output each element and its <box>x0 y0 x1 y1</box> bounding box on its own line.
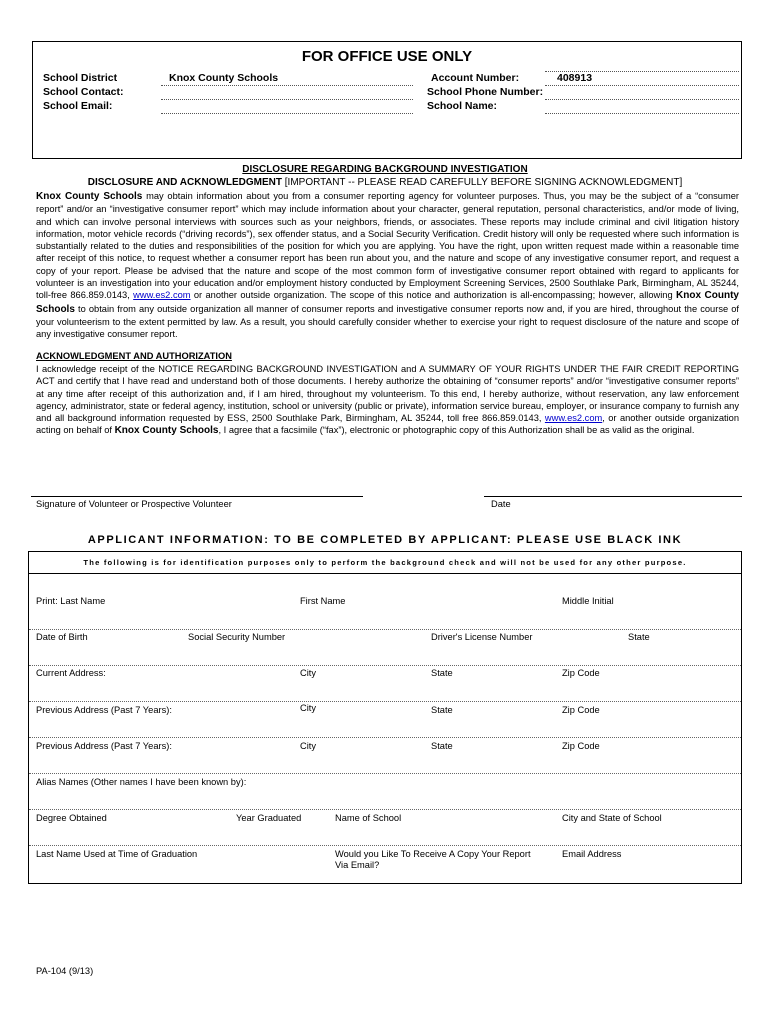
first-name-label: First Name <box>300 596 346 606</box>
current-zip-label: Zip Code <box>562 668 600 678</box>
office-use-title: FOR OFFICE USE ONLY <box>301 48 473 65</box>
applicant-note-divider <box>29 573 741 574</box>
acknowledgment-paragraph <box>36 363 739 438</box>
name-row-field[interactable] <box>29 629 741 630</box>
alias-names-label: Alias Names (Other names I have been known by): <box>36 777 247 787</box>
school-email-label: School Email: <box>43 100 113 112</box>
ack-org-name: Knox County Schools <box>114 425 219 437</box>
account-number-label: Account Number: <box>431 72 520 84</box>
previous-city-label-2: City <box>300 741 317 751</box>
current-address-label: Current Address: <box>36 668 106 678</box>
previous-state-label-2: State <box>431 741 453 751</box>
current-city-label: City <box>300 668 317 678</box>
applicant-info-note: The following is for identification purposes only to perform the background check and will not be used for any other purpose. <box>83 558 687 567</box>
school-email-field[interactable] <box>161 113 413 114</box>
school-contact-field[interactable] <box>161 99 413 100</box>
previous-zip-label-1: Zip Code <box>562 705 600 715</box>
city-state-school-label: City and State of School <box>562 813 662 823</box>
id-row-field[interactable] <box>29 665 741 666</box>
dob-label: Date of Birth <box>36 632 88 642</box>
previous-state-label-1: State <box>431 705 453 715</box>
school-district-value: Knox County Schools <box>169 72 279 84</box>
disclosure-title: DISCLOSURE REGARDING BACKGROUND INVESTIGATION <box>242 164 528 175</box>
applicant-info-title: APPLICANT INFORMATION: TO BE COMPLETED BY APPLICANT: PLEASE USE BLACK INK <box>87 534 683 546</box>
ack-text-2: , or another outside organization acting on behalf of <box>36 413 739 436</box>
signature-field[interactable] <box>31 496 363 497</box>
disclosure-subtitle <box>0 177 770 188</box>
signature-date-label: Date <box>491 499 511 509</box>
disclosure-subtitle-bold: DISCLOSURE AND ACKNOWLEDGMENT <box>87 177 282 188</box>
email-address-label: Email Address <box>562 849 622 859</box>
account-number-line <box>545 85 739 86</box>
signature-label: Signature of Volunteer or Prospective Volunteer <box>36 499 232 509</box>
ack-es2-link[interactable]: www.es2.com <box>544 413 603 424</box>
disclosure-text-3: to obtain from any outside organization all manner of consumer reports and investigative consumer reports now and, if you are hired, throughout the course of your volunteerism to the extent permitted by law. As a result, you should carefully consider whether to exercise your right to request disclosure of the nature and scope of any investigative consumer report. <box>36 303 739 340</box>
form-id: PA-104 (9/13) <box>36 966 94 976</box>
es2-link[interactable]: www.es2.com <box>133 290 191 301</box>
previous-address-label-1: Previous Address (Past 7 Years): <box>36 705 172 715</box>
degree-label: Degree Obtained <box>36 813 107 823</box>
account-number-value: 408913 <box>557 72 593 84</box>
disclosure-org-name-2: Knox County Schools <box>36 290 739 315</box>
dl-state-label: State <box>628 632 650 642</box>
middle-initial-label: Middle Initial <box>562 596 614 606</box>
disclosure-subtitle-rest: [IMPORTANT -- PLEASE READ CAREFULLY BEFORE SIGNING ACKNOWLEDGMENT] <box>282 177 683 188</box>
school-contact-label: School Contact: <box>43 86 124 98</box>
copy-report-question: Would you Like To Receive A Copy Your Report Via Email? <box>335 849 531 870</box>
previous-address-field-2[interactable] <box>29 773 741 774</box>
school-phone-field[interactable] <box>545 99 739 100</box>
school-district-line <box>161 85 413 86</box>
last-name-label: Print: Last Name <box>36 596 106 606</box>
school-name-label: School Name: <box>427 100 498 112</box>
drivers-license-label: Driver's License Number <box>431 632 533 642</box>
school-district-label: School District <box>43 72 118 84</box>
disclosure-org-name: Knox County Schools <box>36 191 143 202</box>
ssn-label: Social Security Number <box>188 632 286 642</box>
previous-address-field-1[interactable] <box>29 737 741 738</box>
last-name-graduation-label: Last Name Used at Time of Graduation <box>36 849 198 859</box>
account-number-top-line <box>545 71 739 72</box>
previous-zip-label-2: Zip Code <box>562 741 600 751</box>
school-phone-label: School Phone Number: <box>427 86 544 98</box>
current-state-label: State <box>431 668 453 678</box>
school-name-applicant-label: Name of School <box>335 813 402 823</box>
office-use-box <box>32 41 742 159</box>
previous-city-label-1: City <box>300 703 317 713</box>
signature-date-field[interactable] <box>484 496 742 497</box>
disclosure-paragraph <box>36 190 739 341</box>
applicant-info-box <box>28 551 742 884</box>
acknowledgment-heading: ACKNOWLEDGMENT AND AUTHORIZATION <box>36 351 232 361</box>
current-address-field[interactable] <box>29 701 741 702</box>
disclosure-text-1: may obtain information about you from a consumer reporting agency for volunteer purposes. Thus, you may be the subject of a “consumer report” and/or an “investigative consumer report” which may include information about your character, general reputation, personal characteristics, and/or mode of living, and which can involve personal interviews with sources such as your neighbors, friends, or associates. These reports may include criminal and civil litigation history information, motor vehicle records (“driving records”), sex offender status, and a Social Security Verification. Credit history will only be requested where such information is substantially related to the duties and responsibilities of the position for which you are applying. You have the right, upon written request made within a reasonable time after receipt of this notice, to request whether a consumer report has been run about you, and the nature and scope of any investigative consumer report, and request a copy of your report. Please be advised that the nature and scope of the most common form of investigative consumer report obtained with regard to applicants for volunteer is an investigation into your education and/or employment history conducted by Employment Screening Services, 2500 Southlake Park, Birmingham, AL 35244, toll-free 866.859.0143, <box>36 191 739 301</box>
ack-text-3: , I agree that a facsimile (“fax”), electronic or photographic copy of this Authorization shall be as valid as the original. <box>218 425 695 436</box>
previous-address-label-2: Previous Address (Past 7 Years): <box>36 741 172 751</box>
education-row-field[interactable] <box>29 845 741 846</box>
school-name-field[interactable] <box>545 113 739 114</box>
alias-names-field[interactable] <box>29 809 741 810</box>
ack-text-1: I acknowledge receipt of the NOTICE REGARDING BACKGROUND INVESTIGATION and A SUMMARY OF YOUR RIGHTS UNDER THE FAIR CREDIT REPORTING ACT and certify that I have read and understand both of those documents. I hereby authorize the obtaining of “consumer reports” and/or “investigative consumer reports” at any time after receipt of this authorization and, if I am hired, throughout my volunteerism. To this end, I hereby authorize, without reservation, any law enforcement agency, administrator, state or federal agency, institution, school or university (public or private), information service bureau, employer, or insurance company to furnish any and all background information requested by ESS, 2500 Southlake Park, Birmingham, AL 35244, toll free 866.859.0143, <box>36 364 739 424</box>
year-graduated-label: Year Graduated <box>236 813 302 823</box>
disclosure-text-2: or another outside organization. The scope of this notice and authorization is all-encompassing; however, allowing <box>190 290 676 301</box>
